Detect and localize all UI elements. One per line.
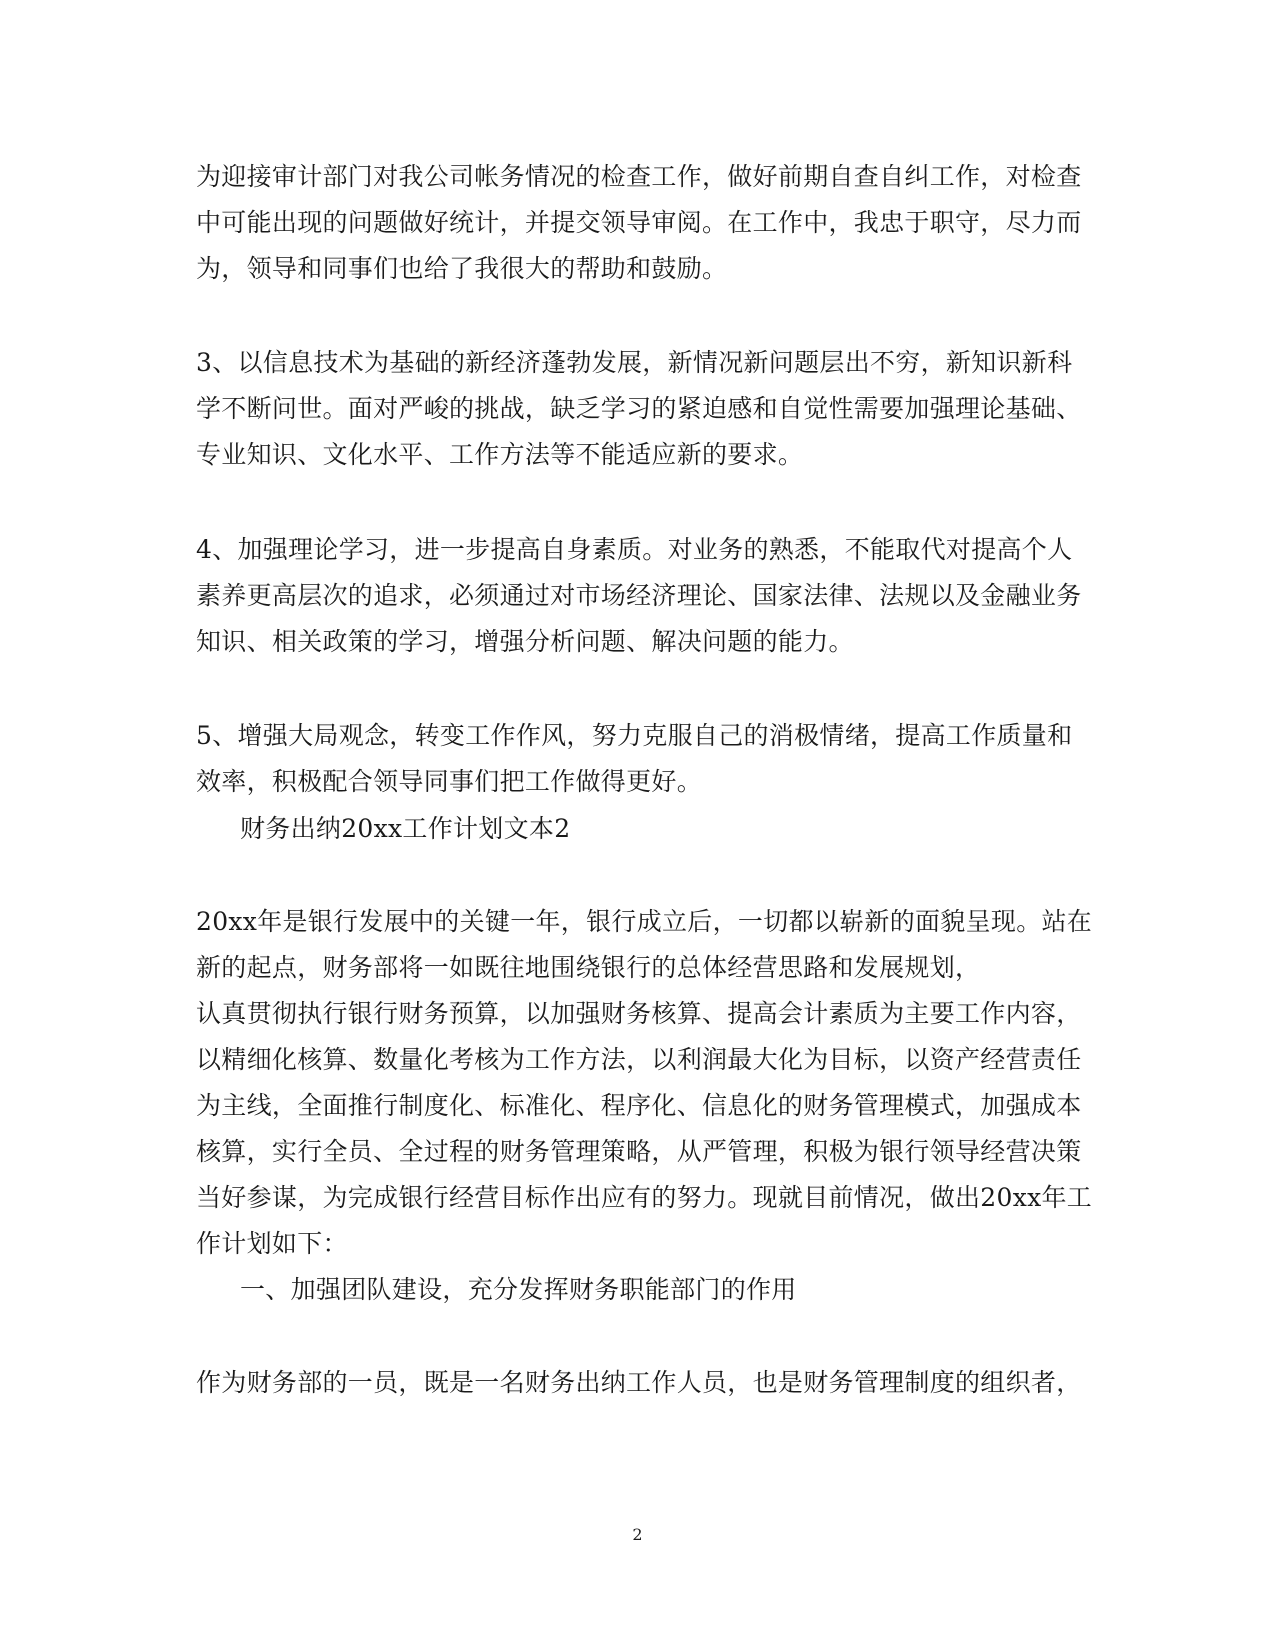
intro-line-3: 认真贯彻执行银行财务预算，以加强财务核算、提高会计素质为主要工作内容， [196,999,1082,1028]
closing-line: 作为财务部的一员，既是一名财务出纳工作人员，也是财务管理制度的组织者， [196,1368,1082,1397]
paragraph-4-line-2: 效率，积极配合领导同事们把工作做得更好。 [196,767,703,796]
heading-1: 一、加强团队建设，充分发挥财务职能部门的作用 [240,1275,797,1304]
paragraph-3-line-2: 素养更高层次的追求，必须通过对市场经济理论、国家法律、法规以及金融业务 [196,581,1082,610]
paragraph-3-line-3: 知识、相关政策的学习，增强分析问题、解决问题的能力。 [196,627,854,656]
paragraph-4-line-1: 5、增强大局观念，转变工作作风，努力克服自己的消极情绪，提高工作质量和 [196,721,1073,750]
intro-line-1: 20xx年是银行发展中的关键一年，银行成立后，一切都以崭新的面貌呈现。站在 [196,907,1093,936]
intro-line-5: 为主线，全面推行制度化、标准化、程序化、信息化的财务管理模式，加强成本 [196,1091,1082,1120]
intro-line-6: 核算，实行全员、全过程的财务管理策略，从严管理，积极为银行领导经营决策 [196,1137,1082,1166]
section-title: 财务出纳20xx工作计划文本2 [240,814,571,843]
paragraph-2-line-1: 3、以信息技术为基础的新经济蓬勃发展，新情况新问题层出不穷，新知识新科 [196,348,1073,377]
paragraph-1-line-3: 为，领导和同事们也给了我很大的帮助和鼓励。 [196,254,728,283]
intro-line-8: 作计划如下： [196,1229,348,1258]
intro-line-2: 新的起点，财务部将一如既往地围绕银行的总体经营思路和发展规划， [196,953,981,982]
intro-line-7: 当好参谋，为完成银行经营目标作出应有的努力。现就目前情况，做出20xx年工 [196,1183,1093,1212]
intro-line-4: 以精细化核算、数量化考核为工作方法，以利润最大化为目标，以资产经营责任 [196,1045,1082,1074]
paragraph-1-line-1: 为迎接审计部门对我公司帐务情况的检查工作，做好前期自查自纠工作，对检查 [196,162,1082,191]
paragraph-2-line-3: 专业知识、文化水平、工作方法等不能适应新的要求。 [196,440,804,469]
paragraph-1-line-2: 中可能出现的问题做好统计，并提交领导审阅。在工作中，我忠于职守，尽力而 [196,208,1082,237]
paragraph-3-line-1: 4、加强理论学习，进一步提高自身素质。对业务的熟悉，不能取代对提高个人 [196,535,1073,564]
page-number: 2 [632,1525,643,1544]
paragraph-2-line-2: 学不断问世。面对严峻的挑战，缺乏学习的紧迫感和自觉性需要加强理论基础、 [196,394,1082,423]
